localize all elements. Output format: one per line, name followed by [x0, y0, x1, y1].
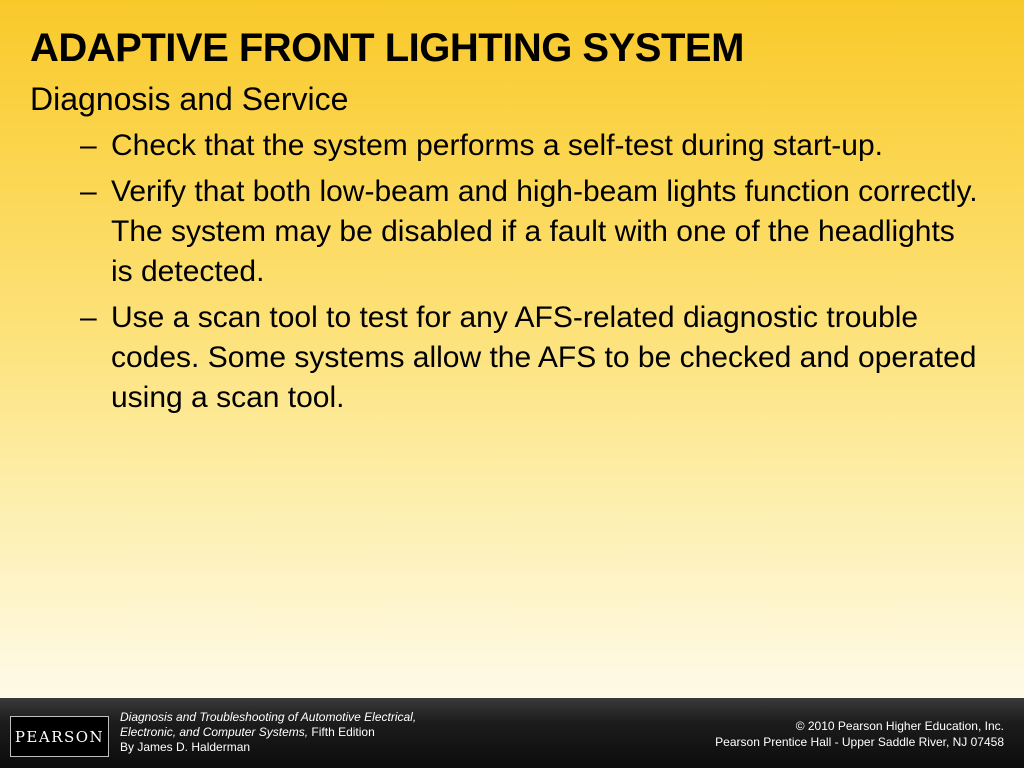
slide-subtitle: Diagnosis and Service — [30, 81, 349, 117]
bullet-dash: – — [80, 301, 97, 334]
pearson-logo — [10, 716, 109, 757]
bullet-text: Verify that both low-beam and high-beam lights function correctly. The system may be disabled if a fault with one of the headlights is detected. — [111, 175, 978, 288]
slide-title: ADAPTIVE FRONT LIGHTING SYSTEM — [30, 26, 744, 70]
book-title-line2-wrapper — [120, 725, 416, 740]
bullet-item — [80, 126, 980, 166]
copyright-notice — [715, 718, 1004, 750]
pearson-logo-text: PEARSON — [14, 727, 105, 746]
book-author: By James D. Halderman — [120, 740, 251, 754]
bullet-text: Check that the system performs a self-test during start-up. — [111, 129, 883, 162]
book-edition: Fifth Edition — [308, 725, 375, 739]
book-info — [120, 710, 416, 755]
bullet-dash: – — [80, 175, 97, 208]
publisher-line: Pearson Prentice Hall - Upper Saddle River, NJ 07458 — [715, 735, 1004, 749]
bullet-text: Use a scan tool to test for any AFS-related diagnostic trouble codes. Some systems allow the AFS to be checked and operated using a scan tool. — [111, 301, 977, 414]
bullet-list — [80, 126, 980, 424]
bullet-dash: – — [80, 129, 97, 162]
footer-bar — [0, 698, 1024, 768]
bullet-item — [80, 298, 980, 418]
book-title-line1: Diagnosis and Troubleshooting of Automotive Electrical, — [120, 710, 417, 724]
copyright-line: © 2010 Pearson Higher Education, Inc. — [795, 719, 1004, 733]
bullet-item — [80, 172, 980, 292]
book-title-line2: Electronic, and Computer Systems, — [120, 725, 309, 739]
